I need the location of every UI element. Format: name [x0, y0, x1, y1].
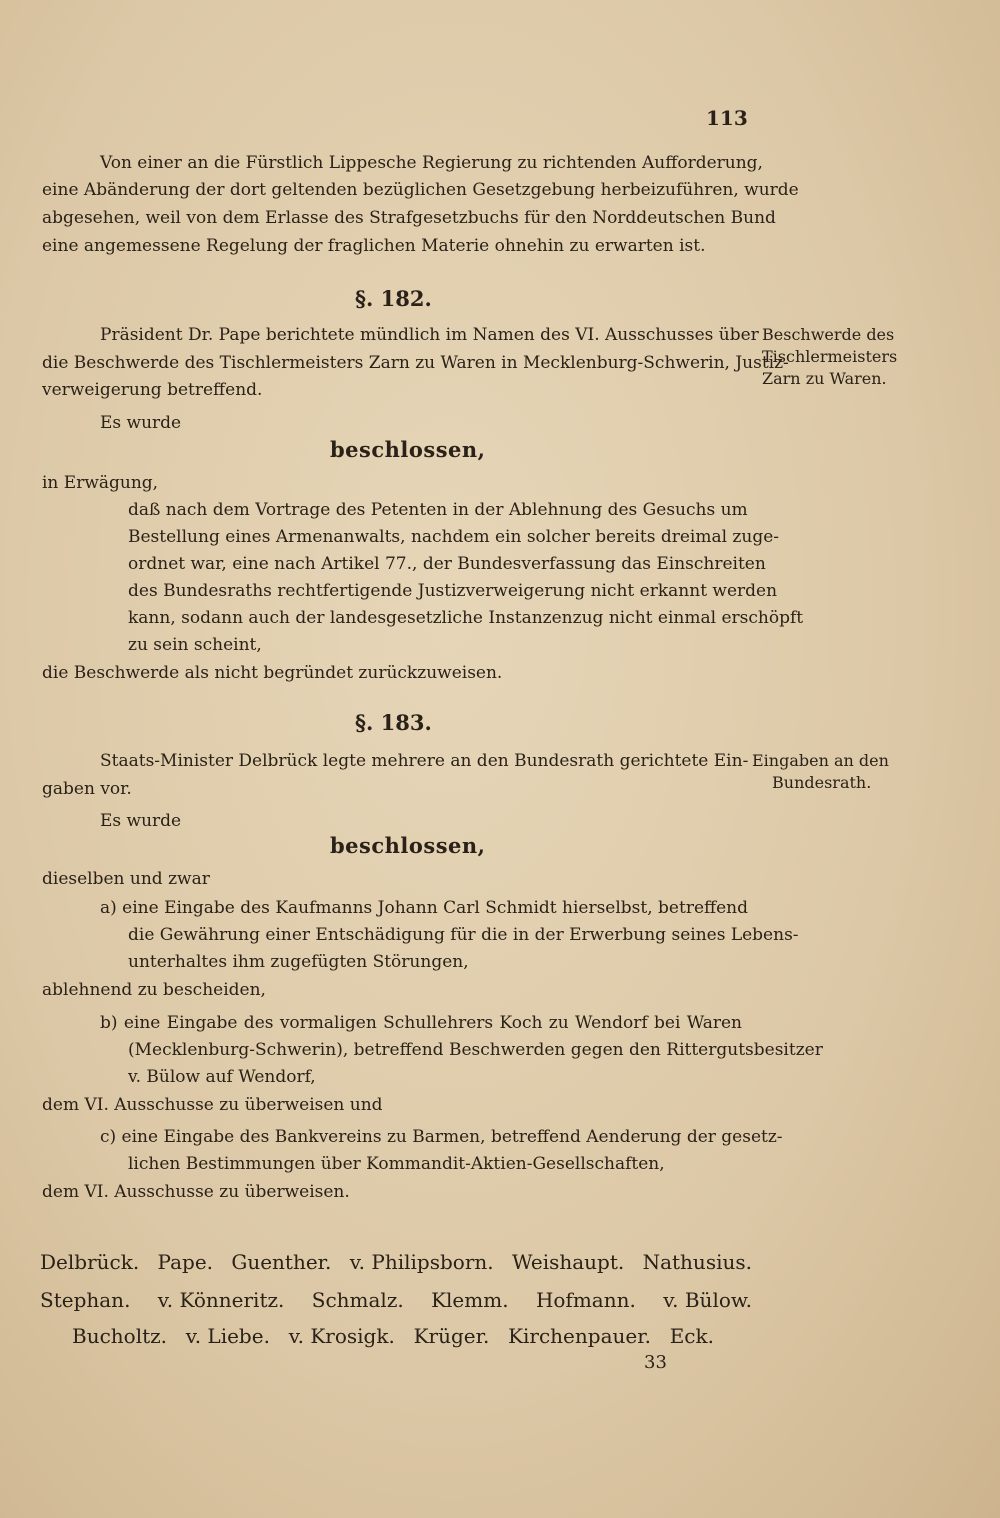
signature: Stephan. [40, 1288, 131, 1312]
s183-b-2: (Mecklenburg-Schwerin), betreffend Beschwerden gegen den Rittergutsbesitzer [128, 1040, 823, 1060]
signature: Pape. [157, 1250, 214, 1274]
signature-row-1 [40, 1250, 752, 1274]
s183-text-2: gaben vor. [42, 779, 132, 799]
intro-line-1: Von einer an die Fürstlich Lippesche Regierung zu richtenden Aufforderung, [100, 153, 763, 173]
margin-note-183-line-1: Eingaben an den [752, 751, 889, 770]
s182-dass-5: kann, sodann auch der landesgesetzliche Instanzenzug nicht einmal erschöpft [128, 608, 804, 628]
margin-note-182 [762, 324, 897, 390]
sheet-number: 33 [644, 1352, 667, 1373]
s182-beschlossen: beschlossen, [330, 437, 486, 462]
margin-note-183 [752, 750, 889, 794]
s182-conclusion: die Beschwerde als nicht begründet zurückzuweisen. [42, 663, 503, 683]
signature: v. Bülow. [663, 1288, 752, 1312]
signature: Krüger. [413, 1324, 490, 1348]
signature-row-3 [72, 1324, 714, 1348]
s183-a-2: die Gewährung einer Entschädigung für die in der Erwerbung seines Lebens- [128, 925, 799, 945]
signature: Hofmann. [535, 1288, 636, 1312]
intro-line-4: eine angemessene Regelung der fraglichen Materie ohnehin zu erwarten ist. [42, 236, 706, 256]
signature: Eck. [669, 1324, 714, 1348]
s183-dieselben: dieselben und zwar [42, 869, 210, 889]
signature: Kirchenpauer. [508, 1324, 651, 1348]
page-number: 113 [706, 106, 748, 130]
s182-dass-3: ordnet war, eine nach Artikel 77., der Bundesverfassung das Einschreiten [128, 554, 766, 574]
margin-note-182-line-2: Tischlermeisters [762, 347, 898, 366]
signature: v. Liebe. [185, 1324, 270, 1348]
s182-dass-2: Bestellung eines Armenanwalts, nachdem ein solcher bereits dreimal zuge- [128, 527, 780, 547]
s183-c-result: dem VI. Ausschusse zu überweisen. [42, 1182, 350, 1202]
s183-a-1: a) eine Eingabe des Kaufmanns Johann Carl Schmidt hierselbst, betreffend [100, 898, 748, 918]
section-182-heading: §. 182. [355, 286, 432, 311]
s183-c-1: c) eine Eingabe des Bankvereins zu Barmen, betreffend Aenderung der gesetz- [100, 1127, 783, 1147]
margin-note-183-line-2: Bundesrath. [772, 773, 872, 792]
signature: Delbrück. [40, 1250, 140, 1274]
signature-row-2 [40, 1288, 752, 1312]
signature: Klemm. [431, 1288, 509, 1312]
s183-a-result: ablehnend zu bescheiden, [42, 980, 266, 1000]
s182-text-2: die Beschwerde des Tischlermeisters Zarn zu Waren in Mecklenburg-Schwerin, Justiz- [42, 353, 789, 373]
s183-text-1: Staats-Minister Delbrück legte mehrere an den Bundesrath gerichtete Ein- [100, 751, 749, 771]
margin-note-182-line-1: Beschwerde des [762, 325, 895, 344]
section-183-heading: §. 183. [355, 710, 432, 735]
margin-note-182-line-3: Zarn zu Waren. [762, 369, 887, 388]
s183-c-2: lichen Bestimmungen über Kommandit-Aktien-Gesellschaften, [128, 1154, 665, 1174]
s182-dass-4: des Bundesraths rechtfertigende Justizverweigerung nicht erkannt werden [128, 581, 778, 601]
s183-b-3: v. Bülow auf Wendorf, [128, 1067, 316, 1087]
s183-b-result: dem VI. Ausschusse zu überweisen und [42, 1095, 383, 1115]
s182-text-1: Präsident Dr. Pape berichtete mündlich im Namen des VI. Ausschusses über [100, 325, 759, 345]
signature: Guenther. [231, 1250, 332, 1274]
signature: Weishaupt. [511, 1250, 625, 1274]
signature: v. Krosigk. [288, 1324, 395, 1348]
s183-b-1: b) eine Eingabe des vormaligen Schullehrers Koch zu Wendorf bei Waren [100, 1013, 742, 1033]
signature: v. Könneritz. [157, 1288, 285, 1312]
s182-erwaegung: in Erwägung, [42, 473, 159, 493]
s183-a-3: unterhaltes ihm zugefügten Störungen, [128, 952, 469, 972]
intro-line-2: eine Abänderung der dort geltenden bezüglichen Gesetzgebung herbeizuführen, wurde [42, 180, 799, 200]
signature: Nathusius. [642, 1250, 752, 1274]
s182-dass-6: zu sein scheint, [128, 635, 262, 655]
s182-text-3: verweigerung betreffend. [42, 380, 263, 400]
s183-beschlossen: beschlossen, [330, 833, 486, 858]
s183-es-wurde: Es wurde [100, 811, 182, 831]
signature: Bucholtz. [72, 1324, 168, 1348]
s182-dass-1: daß nach dem Vortrage des Petenten in der Ablehnung des Gesuchs um [128, 500, 748, 520]
signature: v. Philipsborn. [349, 1250, 494, 1274]
intro-line-3: abgesehen, weil von dem Erlasse des Strafgesetzbuchs für den Norddeutschen Bund [42, 208, 776, 228]
signature: Schmalz. [311, 1288, 404, 1312]
s182-es-wurde: Es wurde [100, 413, 182, 433]
